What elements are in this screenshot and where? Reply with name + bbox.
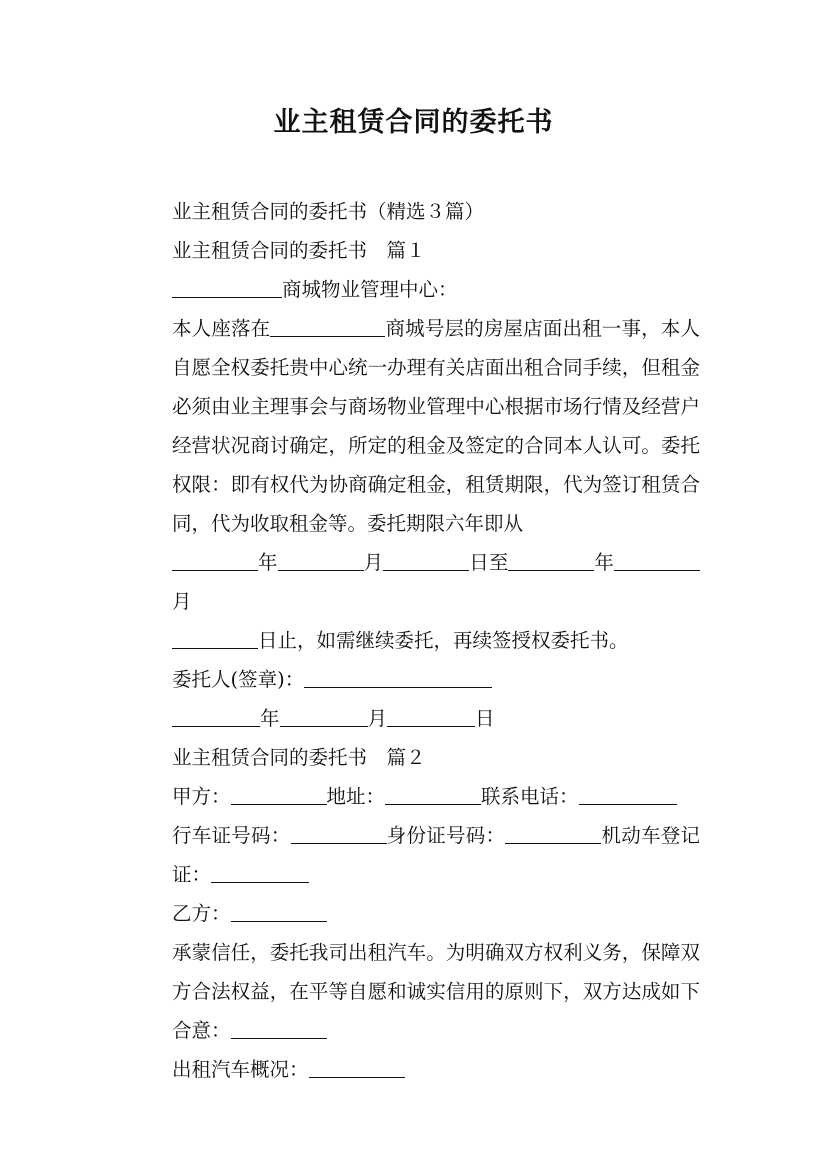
trust-paragraph (126, 933, 700, 1050)
blank-field (304, 668, 492, 689)
blank-field (614, 551, 700, 572)
date-line (126, 699, 700, 738)
blank-field (231, 1019, 327, 1040)
section1-heading: 业主租赁合同的委托书 篇１ (172, 239, 426, 262)
trust-text: 承蒙信任，委托我司出租汽车。为明确双方权利义务，保障双方合法权益，在平等自愿和诚实信用的原则下，双方达成如下合意： (172, 941, 700, 1042)
blank-field (172, 707, 260, 728)
phone-label: 联系电话： (481, 785, 579, 808)
blank-field (172, 629, 258, 650)
blank-field (231, 902, 327, 923)
blank-field (385, 785, 481, 806)
blank-field (211, 863, 309, 884)
party-a-label: 甲方： (172, 785, 231, 808)
addressee-suffix: 商城物业管理中心： (282, 278, 458, 301)
blank-field (231, 785, 327, 806)
blank-field (508, 551, 594, 572)
addressee-line (126, 270, 700, 309)
address-label: 地址： (326, 785, 386, 808)
blank-field (291, 824, 387, 845)
blank-field (280, 707, 368, 728)
year-label: 年 (258, 551, 278, 574)
date-year: 年 (260, 707, 280, 730)
blank-field (383, 551, 469, 572)
document-title: 业主租赁合同的委托书 (273, 107, 554, 138)
date-month: 月 (367, 707, 388, 730)
blank-field (278, 551, 364, 572)
car-overview-line (126, 1050, 700, 1089)
month-label: 月 (172, 590, 192, 613)
car-overview-label: 出租汽车概况： (172, 1058, 309, 1081)
sign-label: 委托人(签章)： (172, 668, 305, 691)
blank-field (387, 707, 475, 728)
document-body (126, 192, 700, 1089)
blank-field (579, 785, 677, 806)
id-label: 身份证号码： (386, 824, 506, 847)
signature-line (126, 660, 700, 699)
month-label: 月 (363, 551, 384, 574)
day-to-label: 日至 (469, 551, 509, 574)
blank-field (270, 317, 385, 338)
license-label: 行车证号码： (172, 824, 291, 847)
year-label: 年 (594, 551, 614, 574)
party-b-line (126, 894, 700, 933)
paragraph-start: 本人座落在 (172, 317, 271, 340)
section2-heading: 业主租赁合同的委托书 篇２ (172, 746, 426, 769)
paragraph-rest: 商城号层的房屋店面出租一事，本人自愿全权委托贵中心统一办理有关店面出租合同手续，但租金必须由业主理事会与商场物业管理中心根据市场行情及经营户经营状况商讨确定，所定的租金及签定的合同本人认可。委托权限：即有权代为协商确定租金，租赁期限，代为签订租赁合同，代为收取租金等。委托期限六年即从 (172, 317, 700, 535)
blank-field (172, 278, 282, 299)
entrust-paragraph (126, 309, 700, 660)
party-b-label: 乙方： (172, 902, 231, 925)
registration-label: 机动车登记证： (172, 824, 700, 886)
blank-field (172, 551, 258, 572)
day-end-text: 日止，如需继续委托，再续签授权委托书。 (258, 629, 629, 652)
party-a-paragraph (126, 777, 700, 894)
blank-field (505, 824, 601, 845)
subtitle: 业主租赁合同的委托书（精选３篇） (172, 200, 485, 223)
blank-field (309, 1058, 405, 1079)
date-day: 日 (475, 707, 495, 730)
